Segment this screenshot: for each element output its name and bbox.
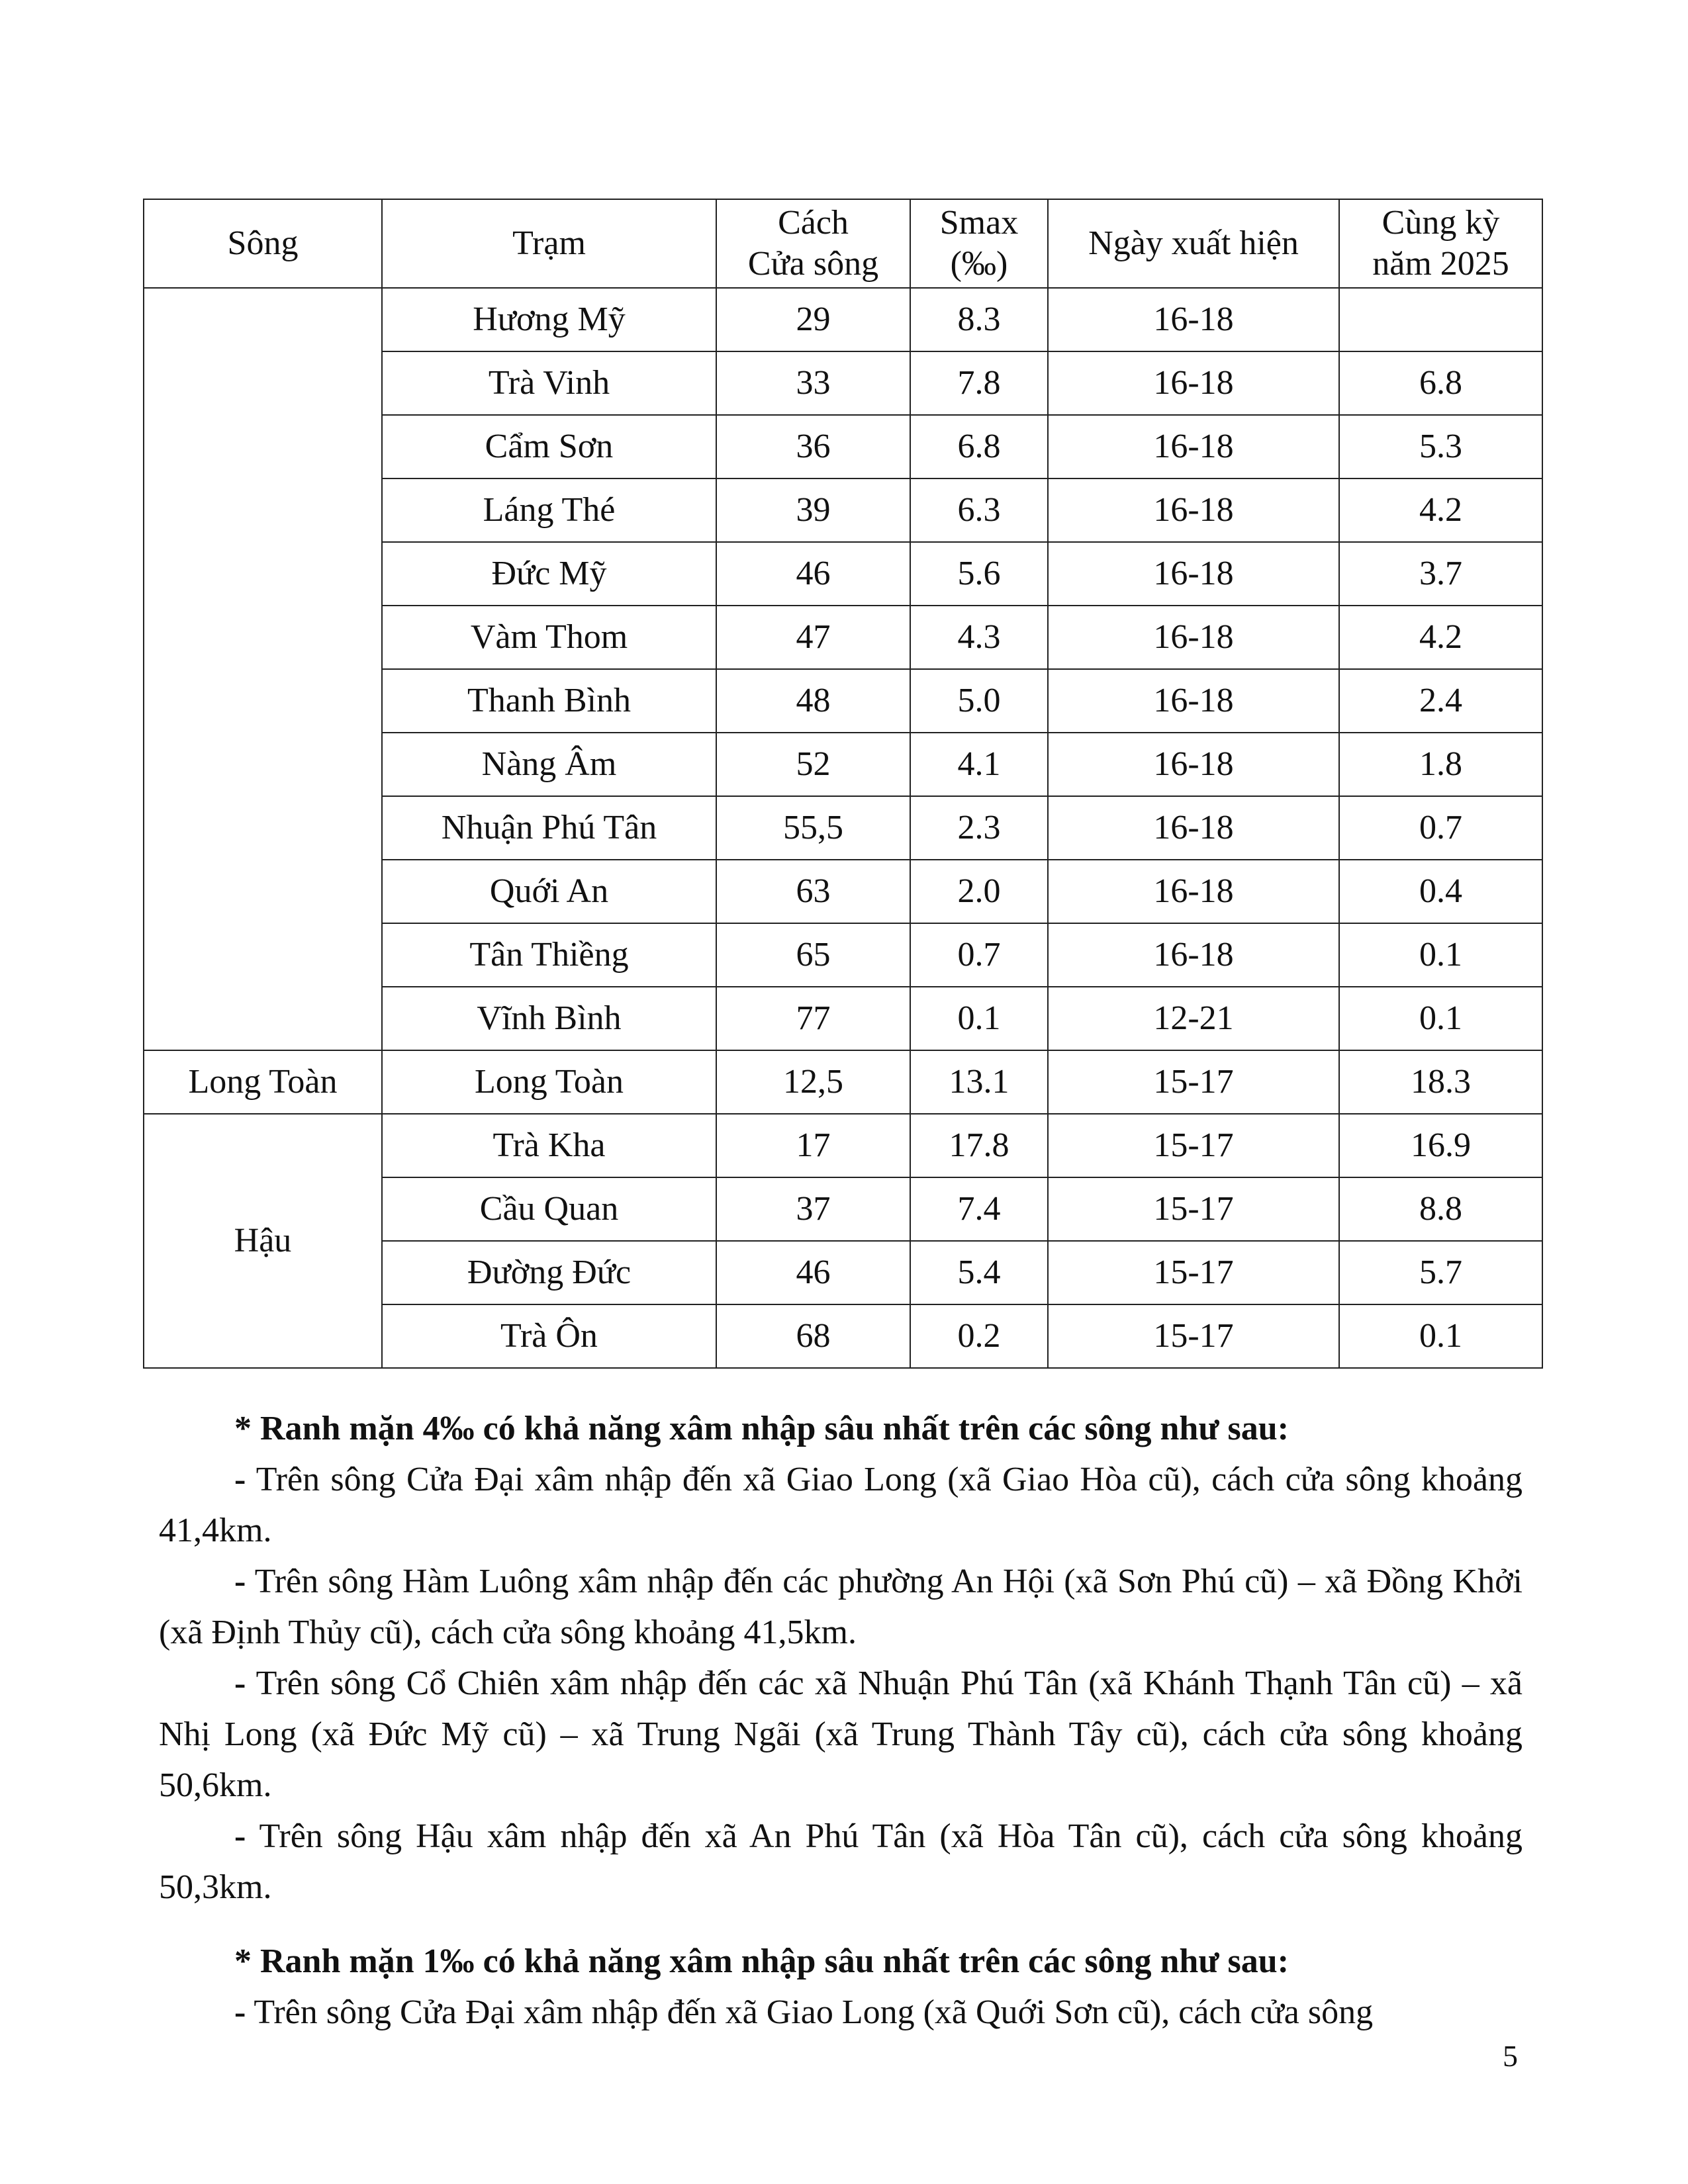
cell-smax: 2.0	[910, 860, 1048, 923]
cell-cungky: 1.8	[1339, 733, 1542, 796]
cell-ngay: 16-18	[1048, 796, 1339, 860]
table-header	[144, 199, 1542, 288]
cell-smax: 6.8	[910, 415, 1048, 478]
cell-cach: 46	[716, 542, 910, 606]
cell-ngay: 16-18	[1048, 733, 1339, 796]
cell-cungky: 18.3	[1339, 1050, 1542, 1114]
header-cung-ky: Cùng kỳ năm 2025	[1339, 199, 1542, 288]
cell-tram: Vàm Thom	[382, 606, 716, 669]
cell-smax: 0.1	[910, 987, 1048, 1050]
cell-ngay: 12-21	[1048, 987, 1339, 1050]
group-cell-empty	[144, 288, 382, 1050]
cell-tram: Cẩm Sơn	[382, 415, 716, 478]
cell-tram: Long Toàn	[382, 1050, 716, 1114]
cell-ngay: 16-18	[1048, 606, 1339, 669]
group-cell-hau: Hậu	[144, 1114, 382, 1368]
section-4-item: - Trên sông Cổ Chiên xâm nhập đến các xã Nhuận Phú Tân (xã Khánh Thạnh Tân cũ) – xã Nhị Long (xã Đức Mỹ cũ) – xã Trung Ngãi (xã Trung Thành Tây cũ), cách cửa sông khoảng 50,6km.	[159, 1664, 1523, 1804]
table-body	[144, 288, 1542, 1368]
cell-smax: 6.3	[910, 478, 1048, 542]
section-1-item: - Trên sông Cửa Đại xâm nhập đến xã Giao Long (xã Quới Sơn cũ), cách cửa sông	[234, 1993, 1374, 2031]
cell-cach: 52	[716, 733, 910, 796]
cell-smax: 4.1	[910, 733, 1048, 796]
cell-cach: 39	[716, 478, 910, 542]
cell-cach: 68	[716, 1304, 910, 1368]
cell-cach: 12,5	[716, 1050, 910, 1114]
cell-tram: Trà Kha	[382, 1114, 716, 1177]
cell-tram: Đường Đức	[382, 1241, 716, 1304]
cell-ngay: 15-17	[1048, 1114, 1339, 1177]
cell-ngay: 15-17	[1048, 1050, 1339, 1114]
cell-tram: Tân Thiềng	[382, 923, 716, 987]
cell-ngay: 16-18	[1048, 669, 1339, 733]
cell-tram: Hương Mỹ	[382, 288, 716, 351]
table-row	[144, 288, 1542, 351]
cell-tram: Đức Mỹ	[382, 542, 716, 606]
cell-ngay: 16-18	[1048, 478, 1339, 542]
cell-ngay: 16-18	[1048, 288, 1339, 351]
cell-smax: 5.4	[910, 1241, 1048, 1304]
cell-cungky: 0.7	[1339, 796, 1542, 860]
cell-smax: 2.3	[910, 796, 1048, 860]
cell-ngay: 16-18	[1048, 542, 1339, 606]
cell-ngay: 16-18	[1048, 351, 1339, 415]
cell-cungky: 2.4	[1339, 669, 1542, 733]
section-4-item: - Trên sông Cửa Đại xâm nhập đến xã Giao Long (xã Giao Hòa cũ), cách cửa sông khoảng 41,4km.	[159, 1461, 1523, 1549]
cell-cach: 17	[716, 1114, 910, 1177]
cell-cach: 55,5	[716, 796, 910, 860]
table-row	[144, 1114, 1542, 1177]
cell-cach: 46	[716, 1241, 910, 1304]
header-cach-cua-song: Cách Cửa sông	[716, 199, 910, 288]
cell-cungky: 3.7	[1339, 542, 1542, 606]
cell-cungky: 0.1	[1339, 1304, 1542, 1368]
cell-smax: 5.6	[910, 542, 1048, 606]
cell-tram: Trà Vinh	[382, 351, 716, 415]
cell-smax: 0.7	[910, 923, 1048, 987]
cell-cach: 48	[716, 669, 910, 733]
cell-smax: 7.8	[910, 351, 1048, 415]
header-ngay-xuat-hien: Ngày xuất hiện	[1048, 199, 1339, 288]
cell-cach: 77	[716, 987, 910, 1050]
cell-tram: Thanh Bình	[382, 669, 716, 733]
table-row	[144, 1050, 1542, 1114]
cell-ngay: 15-17	[1048, 1304, 1339, 1368]
cell-cungky: 5.7	[1339, 1241, 1542, 1304]
cell-cach: 33	[716, 351, 910, 415]
cell-cungky: 4.2	[1339, 606, 1542, 669]
section-4-item: - Trên sông Hậu xâm nhập đến xã An Phú Tân (xã Hòa Tân cũ), cách cửa sông khoảng 50,3km.	[159, 1817, 1523, 1906]
cell-cach: 36	[716, 415, 910, 478]
cell-cach: 29	[716, 288, 910, 351]
cell-ngay: 15-17	[1048, 1241, 1339, 1304]
cell-cungky: 0.1	[1339, 987, 1542, 1050]
cell-cach: 63	[716, 860, 910, 923]
cell-tram: Trà Ôn	[382, 1304, 716, 1368]
section-4-item: - Trên sông Hàm Luông xâm nhập đến các phường An Hội (xã Sơn Phú cũ) – xã Đồng Khởi (xã Định Thủy cũ), cách cửa sông khoảng 41,5km.	[159, 1563, 1523, 1651]
cell-cungky: 5.3	[1339, 415, 1542, 478]
cell-ngay: 16-18	[1048, 860, 1339, 923]
cell-cungky: 6.8	[1339, 351, 1542, 415]
cell-tram: Cầu Quan	[382, 1177, 716, 1241]
cell-tram: Láng Thé	[382, 478, 716, 542]
cell-tram: Vĩnh Bình	[382, 987, 716, 1050]
cell-cach: 65	[716, 923, 910, 987]
cell-tram: Nàng Âm	[382, 733, 716, 796]
section-1-heading: * Ranh mặn 1‰ có khả năng xâm nhập sâu nhất trên các sông như sau:	[234, 1942, 1289, 1980]
page-number: 5	[1503, 2039, 1518, 2073]
cell-ngay: 16-18	[1048, 415, 1339, 478]
section-1-permille	[159, 1936, 1523, 2038]
cell-smax: 17.8	[910, 1114, 1048, 1177]
group-cell-long-toan: Long Toàn	[144, 1050, 382, 1114]
cell-cungky: 0.4	[1339, 860, 1542, 923]
cell-ngay: 15-17	[1048, 1177, 1339, 1241]
cell-cach: 47	[716, 606, 910, 669]
cell-cungky: 4.2	[1339, 478, 1542, 542]
cell-tram: Quới An	[382, 860, 716, 923]
cell-cungky: 8.8	[1339, 1177, 1542, 1241]
cell-smax: 4.3	[910, 606, 1048, 669]
cell-smax: 13.1	[910, 1050, 1048, 1114]
header-song: Sông	[144, 199, 382, 288]
cell-cungky: 16.9	[1339, 1114, 1542, 1177]
cell-ngay: 16-18	[1048, 923, 1339, 987]
salinity-table	[143, 199, 1543, 1369]
cell-tram: Nhuận Phú Tân	[382, 796, 716, 860]
header-smax: Smax (‰)	[910, 199, 1048, 288]
cell-cungky	[1339, 288, 1542, 351]
cell-smax: 7.4	[910, 1177, 1048, 1241]
cell-smax: 8.3	[910, 288, 1048, 351]
cell-smax: 0.2	[910, 1304, 1048, 1368]
section-4-heading: * Ranh mặn 4‰ có khả năng xâm nhập sâu nhất trên các sông như sau:	[234, 1410, 1289, 1447]
cell-cungky: 0.1	[1339, 923, 1542, 987]
cell-smax: 5.0	[910, 669, 1048, 733]
cell-cach: 37	[716, 1177, 910, 1241]
section-4-permille	[159, 1403, 1523, 1913]
header-tram: Trạm	[382, 199, 716, 288]
